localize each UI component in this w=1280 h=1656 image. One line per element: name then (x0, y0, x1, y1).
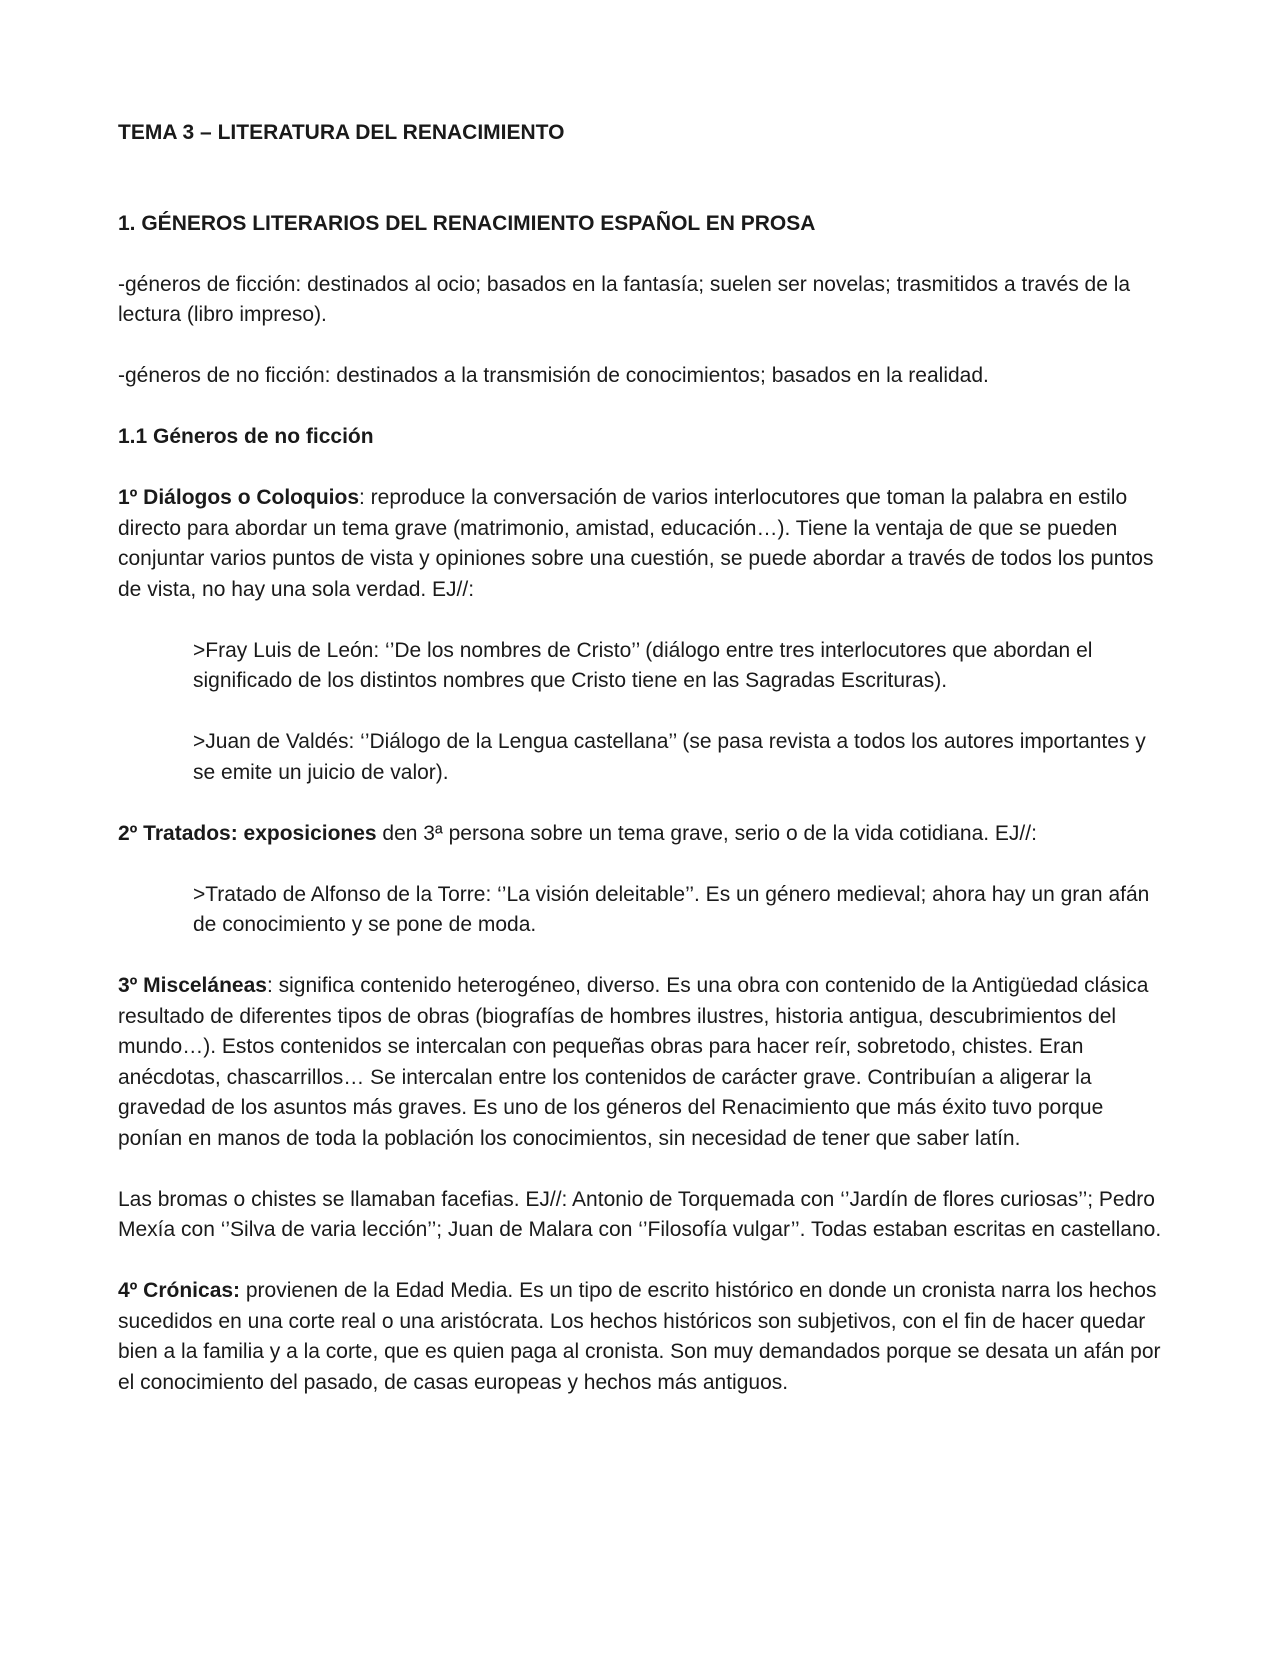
dialogos-label: 1º Diálogos o Coloquios (118, 486, 360, 509)
example-tratado: >Tratado de Alfonso de la Torre: ‘’La visión deleitable’’. Es un género medieval; ahora hay un gran afán de conocimiento y se pone de moda. (193, 882, 1150, 936)
tratados-text: den 3ª persona sobre un tema grave, serio o de la vida cotidiana. EJ//: (376, 821, 1037, 845)
miscelaneas-text: : significa contenido heterogéneo, diverso. Es una obra con contenido de la Antigüedad clásica resultado de diferentes tipos de obras (biografías de hombres ilustres, historia antigua, descubrimientos del mundo…). Estos contenidos se intercalan con pequeñas obras para hacer reír, sobretodo, chistes. Eran anécdotas, chascarrillos… Se intercalan entre los contenidos de carácter grave. Contribuían a aligerar la gravedad de los asuntos más graves. Es uno de los géneros del Renacimiento que más éxito tuvo porque ponían en manos de toda la población los conocimientos, sin necesidad de tener que saber latín. (118, 974, 1149, 1150)
miscelaneas-label: 3º Misceláneas (118, 974, 267, 997)
paragraph-ficcion: -géneros de ficción: destinados al ocio; basados en la fantasía; suelen ser novelas; trasmitidos a través de la lectura (libro impreso). (118, 272, 1131, 326)
subsection-heading-1-1: 1.1 Géneros de no ficción (118, 425, 374, 448)
paragraph-facecias: Las bromas o chistes se llamaban facefias. EJ//: Antonio de Torquemada con ‘’Jardín de flores curiosas’’; Pedro Mexía con ‘’Silva de varia lección’’; Juan de Malara con ‘’Filosofía vulgar’’. Todas estaban escritas en castellano. (118, 1187, 1162, 1241)
document-title: TEMA 3 – LITERATURA DEL RENACIMIENTO (118, 121, 565, 144)
paragraph-dialogos (118, 483, 1168, 605)
paragraph-miscelaneas (118, 971, 1168, 1154)
paragraph-tratados (118, 819, 1168, 850)
tratados-label: 2º Tratados: exposiciones (118, 821, 377, 845)
paragraph-no-ficcion: -géneros de no ficción: destinados a la transmisión de conocimientos; basados en la realidad. (118, 364, 989, 387)
dialogos-text: : reproduce la conversación de varios interlocutores que toman la palabra en estilo directo para abordar un tema grave (matrimonio, amistad, educación…). Tiene la ventaja de que se pueden conjuntar varios puntos de vista y opiniones sobre una cuestión, se puede abordar a través de todos los puntos de vista, no hay una sola verdad. EJ//: (118, 486, 1154, 601)
example-valdes: >Juan de Valdés: ‘’Diálogo de la Lengua castellana’’ (se pasa revista a todos los autores importantes y se emite un juicio de valor). (193, 730, 1146, 784)
paragraph-cronicas (118, 1276, 1168, 1398)
cronicas-text: provienen de la Edad Media. Es un tipo de escrito histórico en donde un cronista narra los hechos sucedidos en una corte real o una aristócrata. Los hechos históricos son subjetivos, con el fin de hacer quedar bien a la familia y a la corte, que es quien paga al cronista. Son muy demandados porque se desata un afán por el conocimiento del pasado, de casas europeas y hechos más antiguos. (118, 1279, 1161, 1394)
cronicas-label: 4º Crónicas: (118, 1279, 241, 1302)
document-page (118, 118, 1168, 1429)
example-fray-luis: >Fray Luis de León: ‘’De los nombres de Cristo’’ (diálogo entre tres interlocutores que abordan el significado de los distintos nombres que Cristo tiene en las Sagradas Escrituras). (193, 638, 1093, 692)
section-heading-1: 1. GÉNEROS LITERARIOS DEL RENACIMIENTO ESPAÑOL EN PROSA (118, 211, 816, 235)
